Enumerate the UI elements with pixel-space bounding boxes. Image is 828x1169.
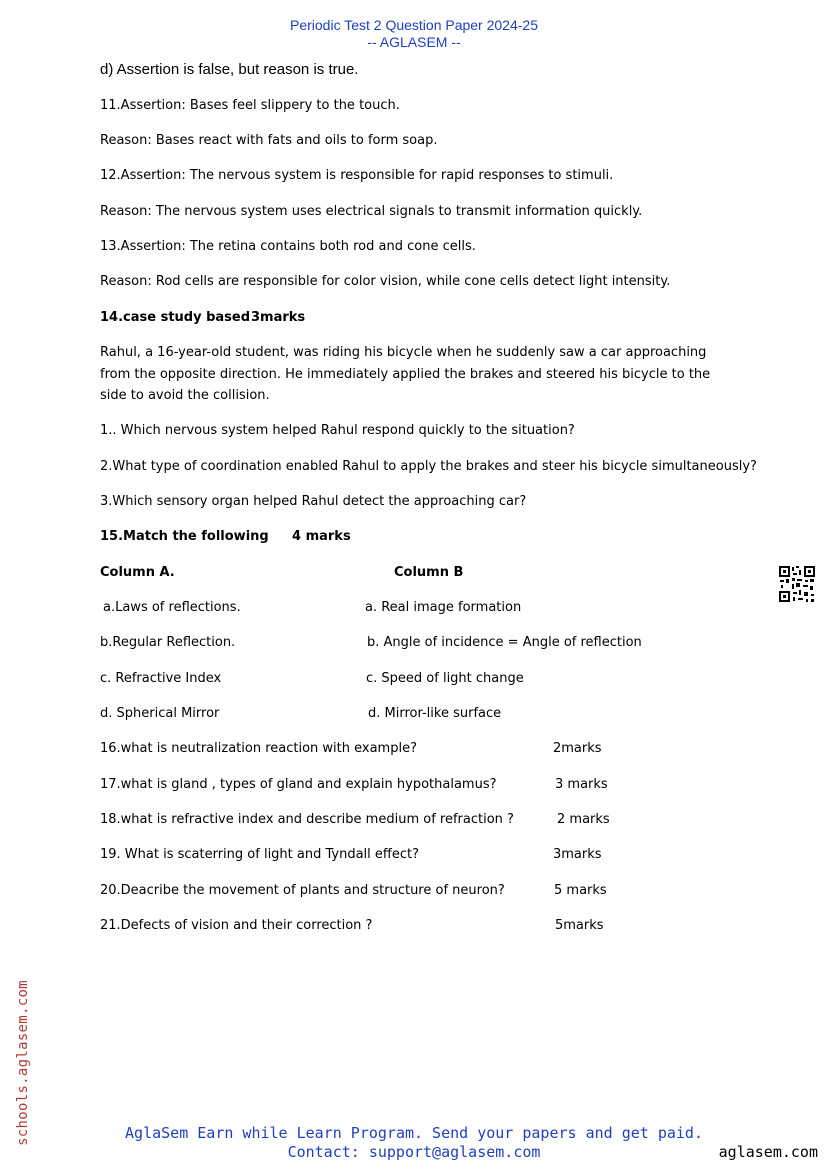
q18-text: 18.what is refractive index and describe medium of refraction ? [100,812,514,827]
q13-assertion: 13.Assertion: The retina contains both rod and cone cells. [100,239,476,254]
q14-sub3: 3.Which sensory organ helped Rahul detect the approaching car? [100,494,527,509]
match-row-a-right: a. Real image formation [365,600,522,615]
page-header-title: Periodic Test 2 Question Paper 2024-25 [289,17,538,33]
q14-passage: Rahul, a 16-year-old student, was riding his bicycle when he suddenly saw a car approaching from the opposite direction. He immediately applied the brakes and steered his bicycle to the side to avoid the collision. [100,345,711,403]
match-row-c-left: c. Refractive Index [100,671,222,686]
q15-marks: 4 marks [292,529,351,544]
q16-marks: 2marks [553,741,602,756]
column-b-header: Column B [394,565,464,580]
q21-text: 21.Defects of vision and their correction ? [100,918,373,933]
q17-text: 17.what is gland , types of gland and explain hypothalamus? [100,777,497,792]
q16-text: 16.what is neutralization reaction with example? [100,741,417,756]
q15-title: 15.Match the following [100,529,269,544]
footer-program-text: AglaSem Earn while Learn Program. Send your papers and get paid. [125,1124,703,1142]
column-a-header: Column A. [100,565,175,580]
q21-marks: 5marks [555,918,604,933]
q17-marks: 3 marks [555,777,608,792]
q18-marks: 2 marks [557,812,610,827]
match-row-d-right: d. Mirror-like surface [368,706,502,721]
q14-title: 14.case study based [100,310,251,325]
q12-reason: Reason: The nervous system uses electrical signals to transmit information quickly. [100,204,643,219]
match-row-a-left: a.Laws of reflections. [103,600,241,615]
page-header-brand: -- AGLASEM -- [367,34,461,50]
sidebar-watermark-text: schools.aglasem.com [15,980,31,1146]
match-row-b-right: b. Angle of incidence = Angle of reflection [367,635,642,650]
match-row-d-left: d. Spherical Mirror [100,706,220,721]
qr-code-icon[interactable] [778,565,816,603]
q14-marks: 3marks [251,310,306,325]
q20-marks: 5 marks [554,883,607,898]
q19-text: 19. What is scaterring of light and Tyndall effect? [100,847,420,862]
q11-reason: Reason: Bases react with fats and oils to form soap. [100,133,438,148]
q20-text: 20.Deacribe the movement of plants and structure of neuron? [100,883,505,898]
q14-sub2: 2.What type of coordination enabled Rahul to apply the brakes and steer his bicycle simultaneously? [100,459,757,474]
footer-contact[interactable]: Contact: support@aglasem.com [287,1143,541,1161]
footer-brand-link[interactable]: aglasem.com [718,1143,818,1161]
q11-assertion: 11.Assertion: Bases feel slippery to the touch. [100,98,400,113]
q19-marks: 3marks [553,847,602,862]
q12-assertion: 12.Assertion: The nervous system is responsible for rapid responses to stimuli. [100,168,614,183]
match-row-b-left: b.Regular Reflection. [100,635,236,650]
option-d: d) Assertion is false, but reason is true. [100,61,359,78]
q13-reason: Reason: Rod cells are responsible for color vision, while cone cells detect light intensity. [100,274,671,289]
q14-sub1: 1.. Which nervous system helped Rahul respond quickly to the situation? [100,423,575,438]
match-row-c-right: c. Speed of light change [366,671,524,686]
